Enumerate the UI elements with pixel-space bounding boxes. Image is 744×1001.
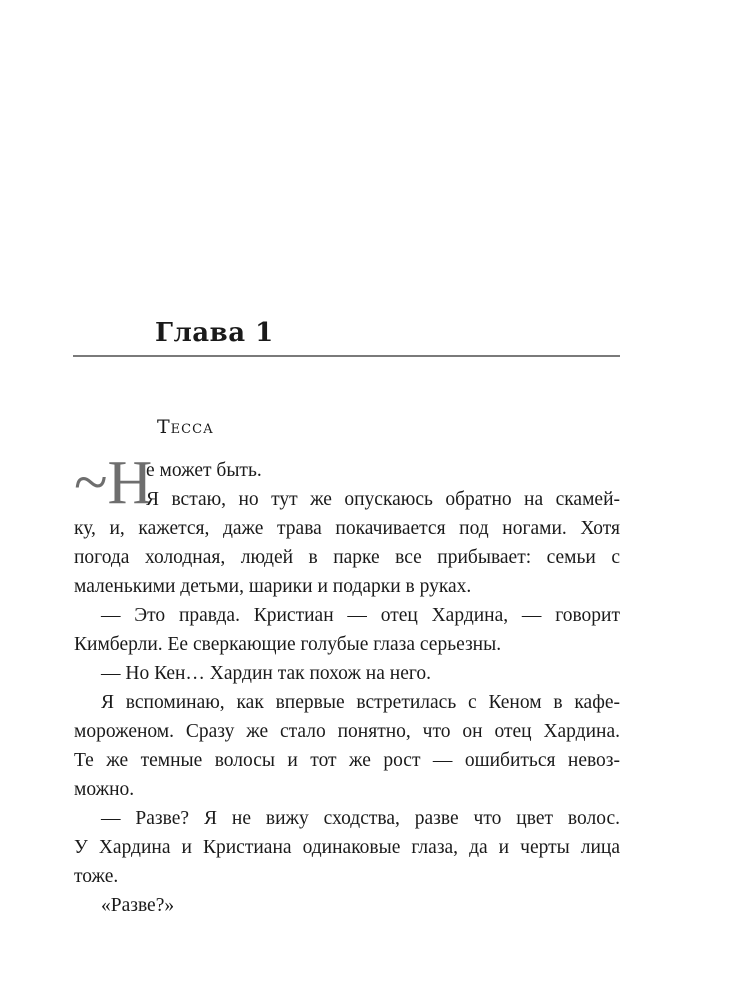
text-line: У Хардина и Кристиана одинаковые глаза, да и черты лица	[74, 837, 620, 858]
text-line: ку, и, кажется, даже трава покачивается под ногами. Хотя	[74, 518, 620, 539]
text-line: мороженом. Сразу же стало понятно, что он отец Хардина.	[74, 721, 620, 742]
text-line: — Это правда. Кристиан — отец Хардина, — говорит	[101, 605, 620, 626]
chapter-title: Глава 1	[155, 318, 274, 348]
text-line: Кимберли. Ее сверкающие голубые глаза серьезны.	[74, 634, 502, 655]
text-line: можно.	[74, 779, 135, 800]
text-line: «Разве?»	[101, 895, 175, 916]
text-line: Я вспоминаю, как впервые встретилась с Кеном в кафе-	[101, 692, 620, 713]
text-line: е может быть.	[146, 460, 262, 481]
text-line: маленькими детьми, шарики и подарки в руках.	[74, 576, 472, 597]
text-line: Я встаю, но тут же опускаюсь обратно на скамей-	[146, 489, 620, 510]
text-line: погода холодная, людей в парке все прибывает: семьи с	[74, 547, 620, 568]
text-line: тоже.	[74, 866, 119, 887]
text-line: Те же темные волосы и тот же рост — ошибиться невоз-	[74, 750, 620, 771]
chapter-divider	[73, 355, 620, 357]
text-line: — Но Кен… Хардин так похож на него.	[101, 663, 431, 684]
pov-character-heading: Тесса	[157, 416, 214, 438]
drop-cap: ~Н	[74, 449, 153, 517]
text-line: — Разве? Я не вижу сходства, разве что цвет волос.	[101, 808, 620, 829]
